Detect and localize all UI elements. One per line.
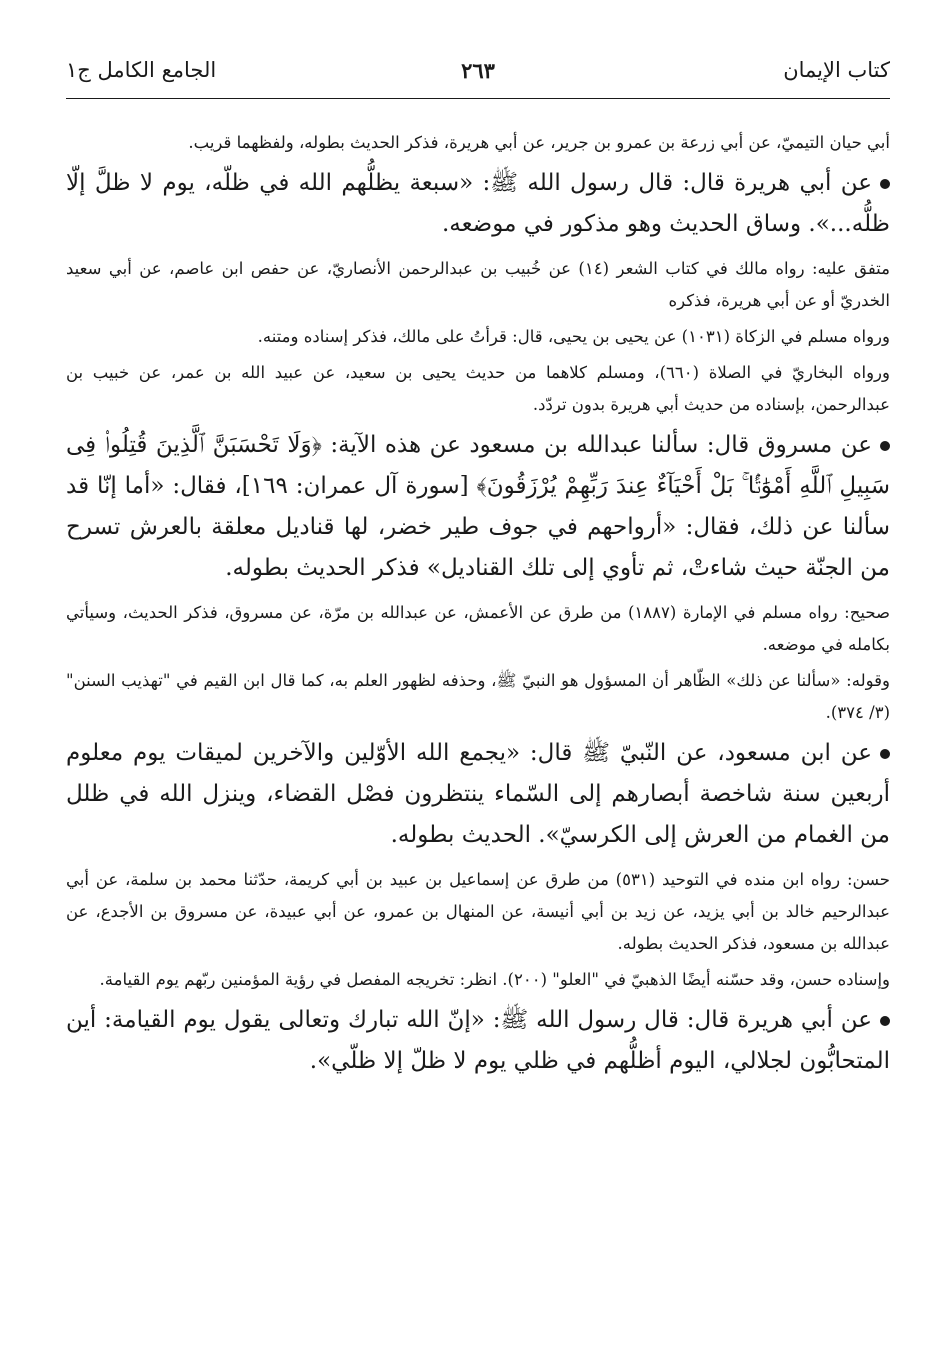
book-page — [66, 0, 890, 1365]
commentary-paragraph: حسن: رواه ابن منده في التوحيد (٥٣١) من طرق عن إسماعيل بن عبيد بن أبي كريمة، حدّثنا محمد بن سلمة، عن أبي عبدالرحيم خالد بن أبي يزيد، عن زيد بن أبي أنيسة، عن المنهال بن عمرو، عن أبي عبيدة، عن مسروق بن الأجدع، عن عبدالله بن مسعود، فذكر الحديث بطوله. — [66, 870, 890, 953]
commentary-paragraph: ورواه البخاريّ في الصلاة (٦٦٠)، ومسلم كلاهما من حديث يحيى بن سعيد، عن عبيد الله بن عمر، عن خبيب بن عبدالرحمن، بإسناده من حديث أبي هريرة بدون تردّد. — [66, 363, 890, 414]
commentary-paragraph: صحيح: رواه مسلم في الإمارة (١٨٨٧) من طرق عن الأعمش، عن عبدالله بن مرّة، عن مسروق، فذكر الحديث، وسيأتي بكامله في موضعه. — [66, 603, 891, 654]
commentary-paragraph: أبي حيان التيميّ، عن أبي زرعة بن عمرو بن جرير، عن أبي هريرة، فذكر الحديث بطوله، ولفظهما قريب. — [188, 133, 890, 152]
running-header — [66, 58, 890, 99]
hadith-paragraph: عن أبي هريرة قال: قال رسول الله ﷺ: «سبعة يظلُّهم الله في ظلّه، يوم لا ظلَّ إلّا ظلُّه...». وساق الحديث وهو مذكور في موضعه. — [66, 170, 890, 237]
book-volume-title: الجامع الكامل ج١ — [66, 58, 217, 82]
hadith-paragraph: عن مسروق قال: سألنا عبدالله بن مسعود عن هذه الآية: ﴿وَلَا تَحْسَبَنَّ ٱلَّذِينَ قُتِلُوا۟ فِى سَبِيلِ ٱللَّهِ أَمْوَٰتًۢا ۚ بَلْ أَحْيَآءٌ عِندَ رَبِّهِمْ يُرْزَقُونَ﴾ [سورة آل عمران: ١٦٩]، فقال: «أما إنّا قد سألنا عن ذلك، فقال: «أرواحهم في جوف طير خضر، لها قناديل معلقة بالعرش تسرح من الجنّة حيث شاءتْ، ثم تأوي إلى تلك القناديل» فذكر الحديث بطوله. — [66, 432, 890, 581]
commentary-paragraph: وقوله: «سألنا عن ذلك» الظّاهر أن المسؤول هو النبيّ ﷺ، وحذفه لظهور العلم به، كما قال ابن القيم في "تهذيب السنن" (٣/ ٣٧٤). — [66, 671, 890, 722]
bullet-icon — [880, 179, 890, 189]
chapter-title: كتاب الإيمان — [783, 58, 890, 82]
hadith-paragraph: عن ابن مسعود، عن النّبيّ ﷺ قال: «يجمع الله الأوّلين والآخرين لميقات يوم معلوم أربعين سنة شاخصة أبصارهم إلى السّماء ينتظرون فصْل القضاء، وينزل الله في ظلل من الغمام من العرش إلى الكرسيّ». الحديث بطوله. — [66, 740, 890, 848]
bullet-icon — [880, 749, 890, 759]
commentary-paragraph: وإسناده حسن، وقد حسّنه أيضًا الذهبيّ في "العلو" (٢٠٠). انظر: تخريجه المفصل في رؤية المؤمنين ربّهم يوم القيامة. — [99, 970, 890, 989]
bullet-icon — [880, 441, 890, 451]
page-number: ٢٦٣ — [461, 58, 495, 83]
commentary-paragraph: ورواه مسلم في الزكاة (١٠٣١) عن يحيى بن يحيى، قال: قرأتُ على مالك، فذكر إسناده ومتنه. — [257, 327, 890, 346]
bullet-icon — [880, 1016, 890, 1026]
hadith-paragraph: عن أبي هريرة قال: قال رسول الله ﷺ: «إنّ الله تبارك وتعالى يقول يوم القيامة: أين المتحابُّون لجلالي، اليوم أظلُّهم في ظلي يوم لا ظلّ إلا ظلّي». — [66, 1007, 890, 1074]
commentary-paragraph: متفق عليه: رواه مالك في كتاب الشعر (١٤) عن خُبيب بن عبدالرحمن الأنصاريّ، عن حفص ابن عاصم، عن أبي سعيد الخدريّ أو عن أبي هريرة، فذكره — [66, 259, 890, 310]
page-body — [66, 127, 890, 1090]
